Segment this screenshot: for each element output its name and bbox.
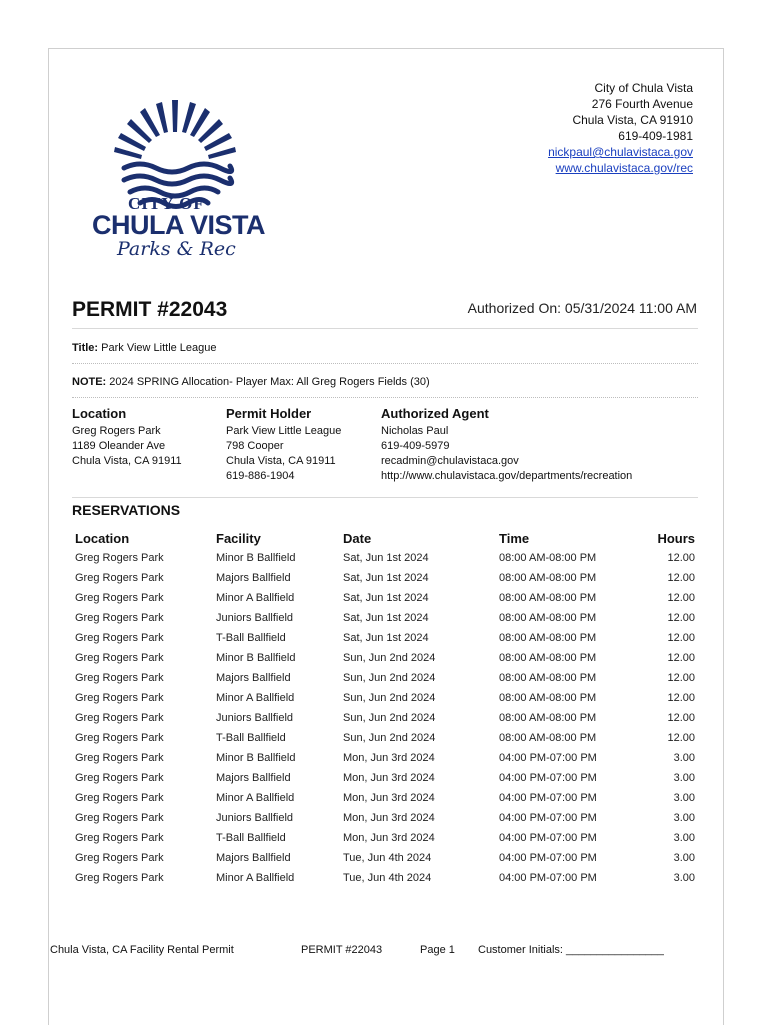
cell-date: Sat, Jun 1st 2024 bbox=[343, 612, 429, 624]
cell-date: Sat, Jun 1st 2024 bbox=[343, 592, 429, 604]
cell-time: 08:00 AM-08:00 PM bbox=[499, 732, 597, 744]
cell-time: 04:00 PM-07:00 PM bbox=[499, 872, 597, 884]
cell-location: Greg Rogers Park bbox=[75, 792, 164, 804]
table-row bbox=[72, 668, 698, 688]
cell-hours: 12.00 bbox=[667, 632, 695, 644]
logo-chula-vista: CHULA VISTA bbox=[92, 210, 265, 240]
cell-time: 08:00 AM-08:00 PM bbox=[499, 592, 597, 604]
table-row bbox=[72, 808, 698, 828]
cell-hours: 3.00 bbox=[673, 832, 695, 844]
cell-date: Sun, Jun 2nd 2024 bbox=[343, 712, 436, 724]
cell-hours: 3.00 bbox=[673, 852, 695, 864]
agent-line: http://www.chulavistaca.gov/departments/recreation bbox=[381, 470, 633, 482]
cell-facility: Juniors Ballfield bbox=[216, 812, 294, 824]
column-header-facility: Facility bbox=[216, 530, 261, 546]
cell-location: Greg Rogers Park bbox=[75, 752, 164, 764]
location-line: Chula Vista, CA 91911 bbox=[72, 455, 182, 467]
cell-hours: 3.00 bbox=[673, 772, 695, 784]
cell-date: Tue, Jun 4th 2024 bbox=[343, 852, 432, 864]
cell-date: Mon, Jun 3rd 2024 bbox=[343, 792, 435, 804]
cell-facility: T-Ball Ballfield bbox=[216, 632, 286, 644]
location-column bbox=[72, 406, 182, 469]
agent-line: 619-409-5979 bbox=[381, 440, 450, 452]
contact-city: Chula Vista, CA 91910 bbox=[572, 113, 693, 127]
cell-date: Sun, Jun 2nd 2024 bbox=[343, 732, 436, 744]
holder-line: 619-886-1904 bbox=[226, 470, 295, 482]
cell-location: Greg Rogers Park bbox=[75, 732, 164, 744]
permit-holder-column bbox=[226, 406, 341, 484]
contact-street: 276 Fourth Avenue bbox=[591, 97, 693, 111]
divider bbox=[72, 497, 698, 498]
cell-facility: Majors Ballfield bbox=[216, 772, 291, 784]
cell-location: Greg Rogers Park bbox=[75, 652, 164, 664]
column-header-hours: Hours bbox=[657, 530, 695, 546]
cell-facility: Minor A Ballfield bbox=[216, 792, 295, 804]
table-header-row bbox=[72, 528, 698, 548]
reservations-body bbox=[72, 548, 698, 888]
cell-hours: 12.00 bbox=[667, 692, 695, 704]
agent-line: Nicholas Paul bbox=[381, 425, 449, 437]
table-row bbox=[72, 648, 698, 668]
footer-permit-number: PERMIT #22043 bbox=[301, 944, 383, 956]
location-line: Greg Rogers Park bbox=[72, 425, 161, 437]
table-row bbox=[72, 788, 698, 808]
table-row bbox=[72, 628, 698, 648]
holder-line: 798 Cooper bbox=[226, 440, 284, 452]
cell-time: 08:00 AM-08:00 PM bbox=[499, 672, 597, 684]
authorized-agent-heading: Authorized Agent bbox=[381, 406, 489, 421]
cell-time: 04:00 PM-07:00 PM bbox=[499, 852, 597, 864]
cell-location: Greg Rogers Park bbox=[75, 712, 164, 724]
cell-facility: T-Ball Ballfield bbox=[216, 832, 286, 844]
cell-location: Greg Rogers Park bbox=[75, 772, 164, 784]
table-row bbox=[72, 868, 698, 888]
cell-hours: 12.00 bbox=[667, 712, 695, 724]
column-header-date: Date bbox=[343, 530, 372, 546]
cell-location: Greg Rogers Park bbox=[75, 812, 164, 824]
cell-location: Greg Rogers Park bbox=[75, 832, 164, 844]
column-header-time: Time bbox=[499, 530, 530, 546]
cell-location: Greg Rogers Park bbox=[75, 552, 164, 564]
cell-facility: Juniors Ballfield bbox=[216, 712, 294, 724]
divider bbox=[72, 397, 698, 398]
cell-facility: Minor B Ballfield bbox=[216, 652, 296, 664]
contact-web-link[interactable]: www.chulavistaca.gov/rec bbox=[555, 161, 693, 175]
logo-city-of: CITY OF bbox=[128, 194, 205, 213]
cell-facility: Minor B Ballfield bbox=[216, 752, 296, 764]
agent-line: recadmin@chulavistaca.gov bbox=[381, 455, 519, 467]
cell-time: 08:00 AM-08:00 PM bbox=[499, 572, 597, 584]
table-row bbox=[72, 848, 698, 868]
footer-document-name: Chula Vista, CA Facility Rental Permit bbox=[50, 944, 234, 956]
table-row bbox=[72, 768, 698, 788]
cell-time: 04:00 PM-07:00 PM bbox=[499, 812, 597, 824]
cell-time: 04:00 PM-07:00 PM bbox=[499, 832, 597, 844]
cell-hours: 12.00 bbox=[667, 552, 695, 564]
cell-location: Greg Rogers Park bbox=[75, 852, 164, 864]
table-row bbox=[72, 608, 698, 628]
cell-date: Mon, Jun 3rd 2024 bbox=[343, 752, 435, 764]
footer-page-number: Page 1 bbox=[420, 944, 455, 956]
cell-time: 08:00 AM-08:00 PM bbox=[499, 632, 597, 644]
cell-hours: 12.00 bbox=[667, 612, 695, 624]
divider bbox=[72, 328, 698, 329]
cell-date: Sat, Jun 1st 2024 bbox=[343, 632, 429, 644]
table-row bbox=[72, 708, 698, 728]
cell-location: Greg Rogers Park bbox=[75, 672, 164, 684]
cell-date: Mon, Jun 3rd 2024 bbox=[343, 772, 435, 784]
cell-hours: 12.00 bbox=[667, 732, 695, 744]
cell-location: Greg Rogers Park bbox=[75, 592, 164, 604]
cell-facility: Minor A Ballfield bbox=[216, 692, 295, 704]
cell-hours: 3.00 bbox=[673, 792, 695, 804]
contact-phone: 619-409-1981 bbox=[618, 129, 693, 143]
cell-facility: Minor A Ballfield bbox=[216, 872, 295, 884]
contact-email-link[interactable]: nickpaul@chulavistaca.gov bbox=[548, 145, 693, 159]
cell-date: Sat, Jun 1st 2024 bbox=[343, 572, 429, 584]
cell-time: 04:00 PM-07:00 PM bbox=[499, 772, 597, 784]
holder-line: Park View Little League bbox=[226, 425, 342, 437]
cell-location: Greg Rogers Park bbox=[75, 632, 164, 644]
table-row bbox=[72, 588, 698, 608]
title-label: Title: bbox=[72, 342, 99, 354]
permit-holder-heading: Permit Holder bbox=[226, 406, 312, 421]
contact-name: City of Chula Vista bbox=[594, 81, 693, 95]
location-line: 1189 Oleander Ave bbox=[72, 440, 166, 452]
cell-hours: 3.00 bbox=[673, 752, 695, 764]
authorized-on: Authorized On: 05/31/2024 11:00 AM bbox=[467, 300, 697, 316]
cell-time: 04:00 PM-07:00 PM bbox=[499, 792, 597, 804]
logo-parks-rec: Parks & Rec bbox=[117, 238, 236, 260]
cell-facility: T-Ball Ballfield bbox=[216, 732, 286, 744]
footer-customer-initials: Customer Initials: ________________ bbox=[478, 944, 664, 956]
column-header-location: Location bbox=[75, 530, 130, 546]
cell-date: Mon, Jun 3rd 2024 bbox=[343, 832, 435, 844]
permit-title: PERMIT #22043 bbox=[72, 298, 228, 321]
cell-date: Tue, Jun 4th 2024 bbox=[343, 872, 432, 884]
cell-time: 08:00 AM-08:00 PM bbox=[499, 712, 597, 724]
cell-time: 08:00 AM-08:00 PM bbox=[499, 652, 597, 664]
cell-hours: 12.00 bbox=[667, 592, 695, 604]
cell-facility: Minor A Ballfield bbox=[216, 592, 295, 604]
cell-time: 08:00 AM-08:00 PM bbox=[499, 552, 597, 564]
table-row bbox=[72, 828, 698, 848]
cell-location: Greg Rogers Park bbox=[75, 692, 164, 704]
cell-hours: 12.00 bbox=[667, 572, 695, 584]
cell-hours: 3.00 bbox=[673, 812, 695, 824]
note-value: 2024 SPRING Allocation- Player Max: All Greg Rogers Fields (30) bbox=[109, 376, 430, 388]
table-row bbox=[72, 548, 698, 568]
location-heading: Location bbox=[72, 406, 127, 421]
cell-location: Greg Rogers Park bbox=[75, 872, 164, 884]
cell-time: 08:00 AM-08:00 PM bbox=[499, 612, 597, 624]
cell-facility: Majors Ballfield bbox=[216, 852, 291, 864]
cell-location: Greg Rogers Park bbox=[75, 612, 164, 624]
cell-facility: Minor B Ballfield bbox=[216, 552, 296, 564]
cell-facility: Majors Ballfield bbox=[216, 672, 291, 684]
cell-date: Mon, Jun 3rd 2024 bbox=[343, 812, 435, 824]
cell-facility: Juniors Ballfield bbox=[216, 612, 294, 624]
note-label: NOTE: bbox=[72, 376, 107, 388]
table-row bbox=[72, 688, 698, 708]
cell-time: 08:00 AM-08:00 PM bbox=[499, 692, 597, 704]
contact-block bbox=[548, 80, 693, 176]
cell-hours: 12.00 bbox=[667, 652, 695, 664]
holder-line: Chula Vista, CA 91911 bbox=[226, 455, 336, 467]
reservations-table bbox=[72, 528, 698, 888]
reservations-heading: RESERVATIONS bbox=[72, 502, 181, 518]
table-row bbox=[72, 568, 698, 588]
title-value: Park View Little League bbox=[101, 342, 217, 354]
cell-date: Sun, Jun 2nd 2024 bbox=[343, 652, 436, 664]
authorized-agent-column bbox=[381, 406, 632, 484]
cell-location: Greg Rogers Park bbox=[75, 572, 164, 584]
cell-hours: 12.00 bbox=[667, 672, 695, 684]
divider bbox=[72, 363, 698, 364]
cell-date: Sun, Jun 2nd 2024 bbox=[343, 692, 436, 704]
cell-facility: Majors Ballfield bbox=[216, 572, 291, 584]
cell-hours: 3.00 bbox=[673, 872, 695, 884]
sun-rays-icon bbox=[114, 100, 236, 159]
permit-title-field bbox=[72, 342, 217, 354]
cell-time: 04:00 PM-07:00 PM bbox=[499, 752, 597, 764]
cell-date: Sun, Jun 2nd 2024 bbox=[343, 672, 436, 684]
cell-date: Sat, Jun 1st 2024 bbox=[343, 552, 429, 564]
table-row bbox=[72, 748, 698, 768]
permit-note-field bbox=[72, 376, 430, 388]
table-row bbox=[72, 728, 698, 748]
